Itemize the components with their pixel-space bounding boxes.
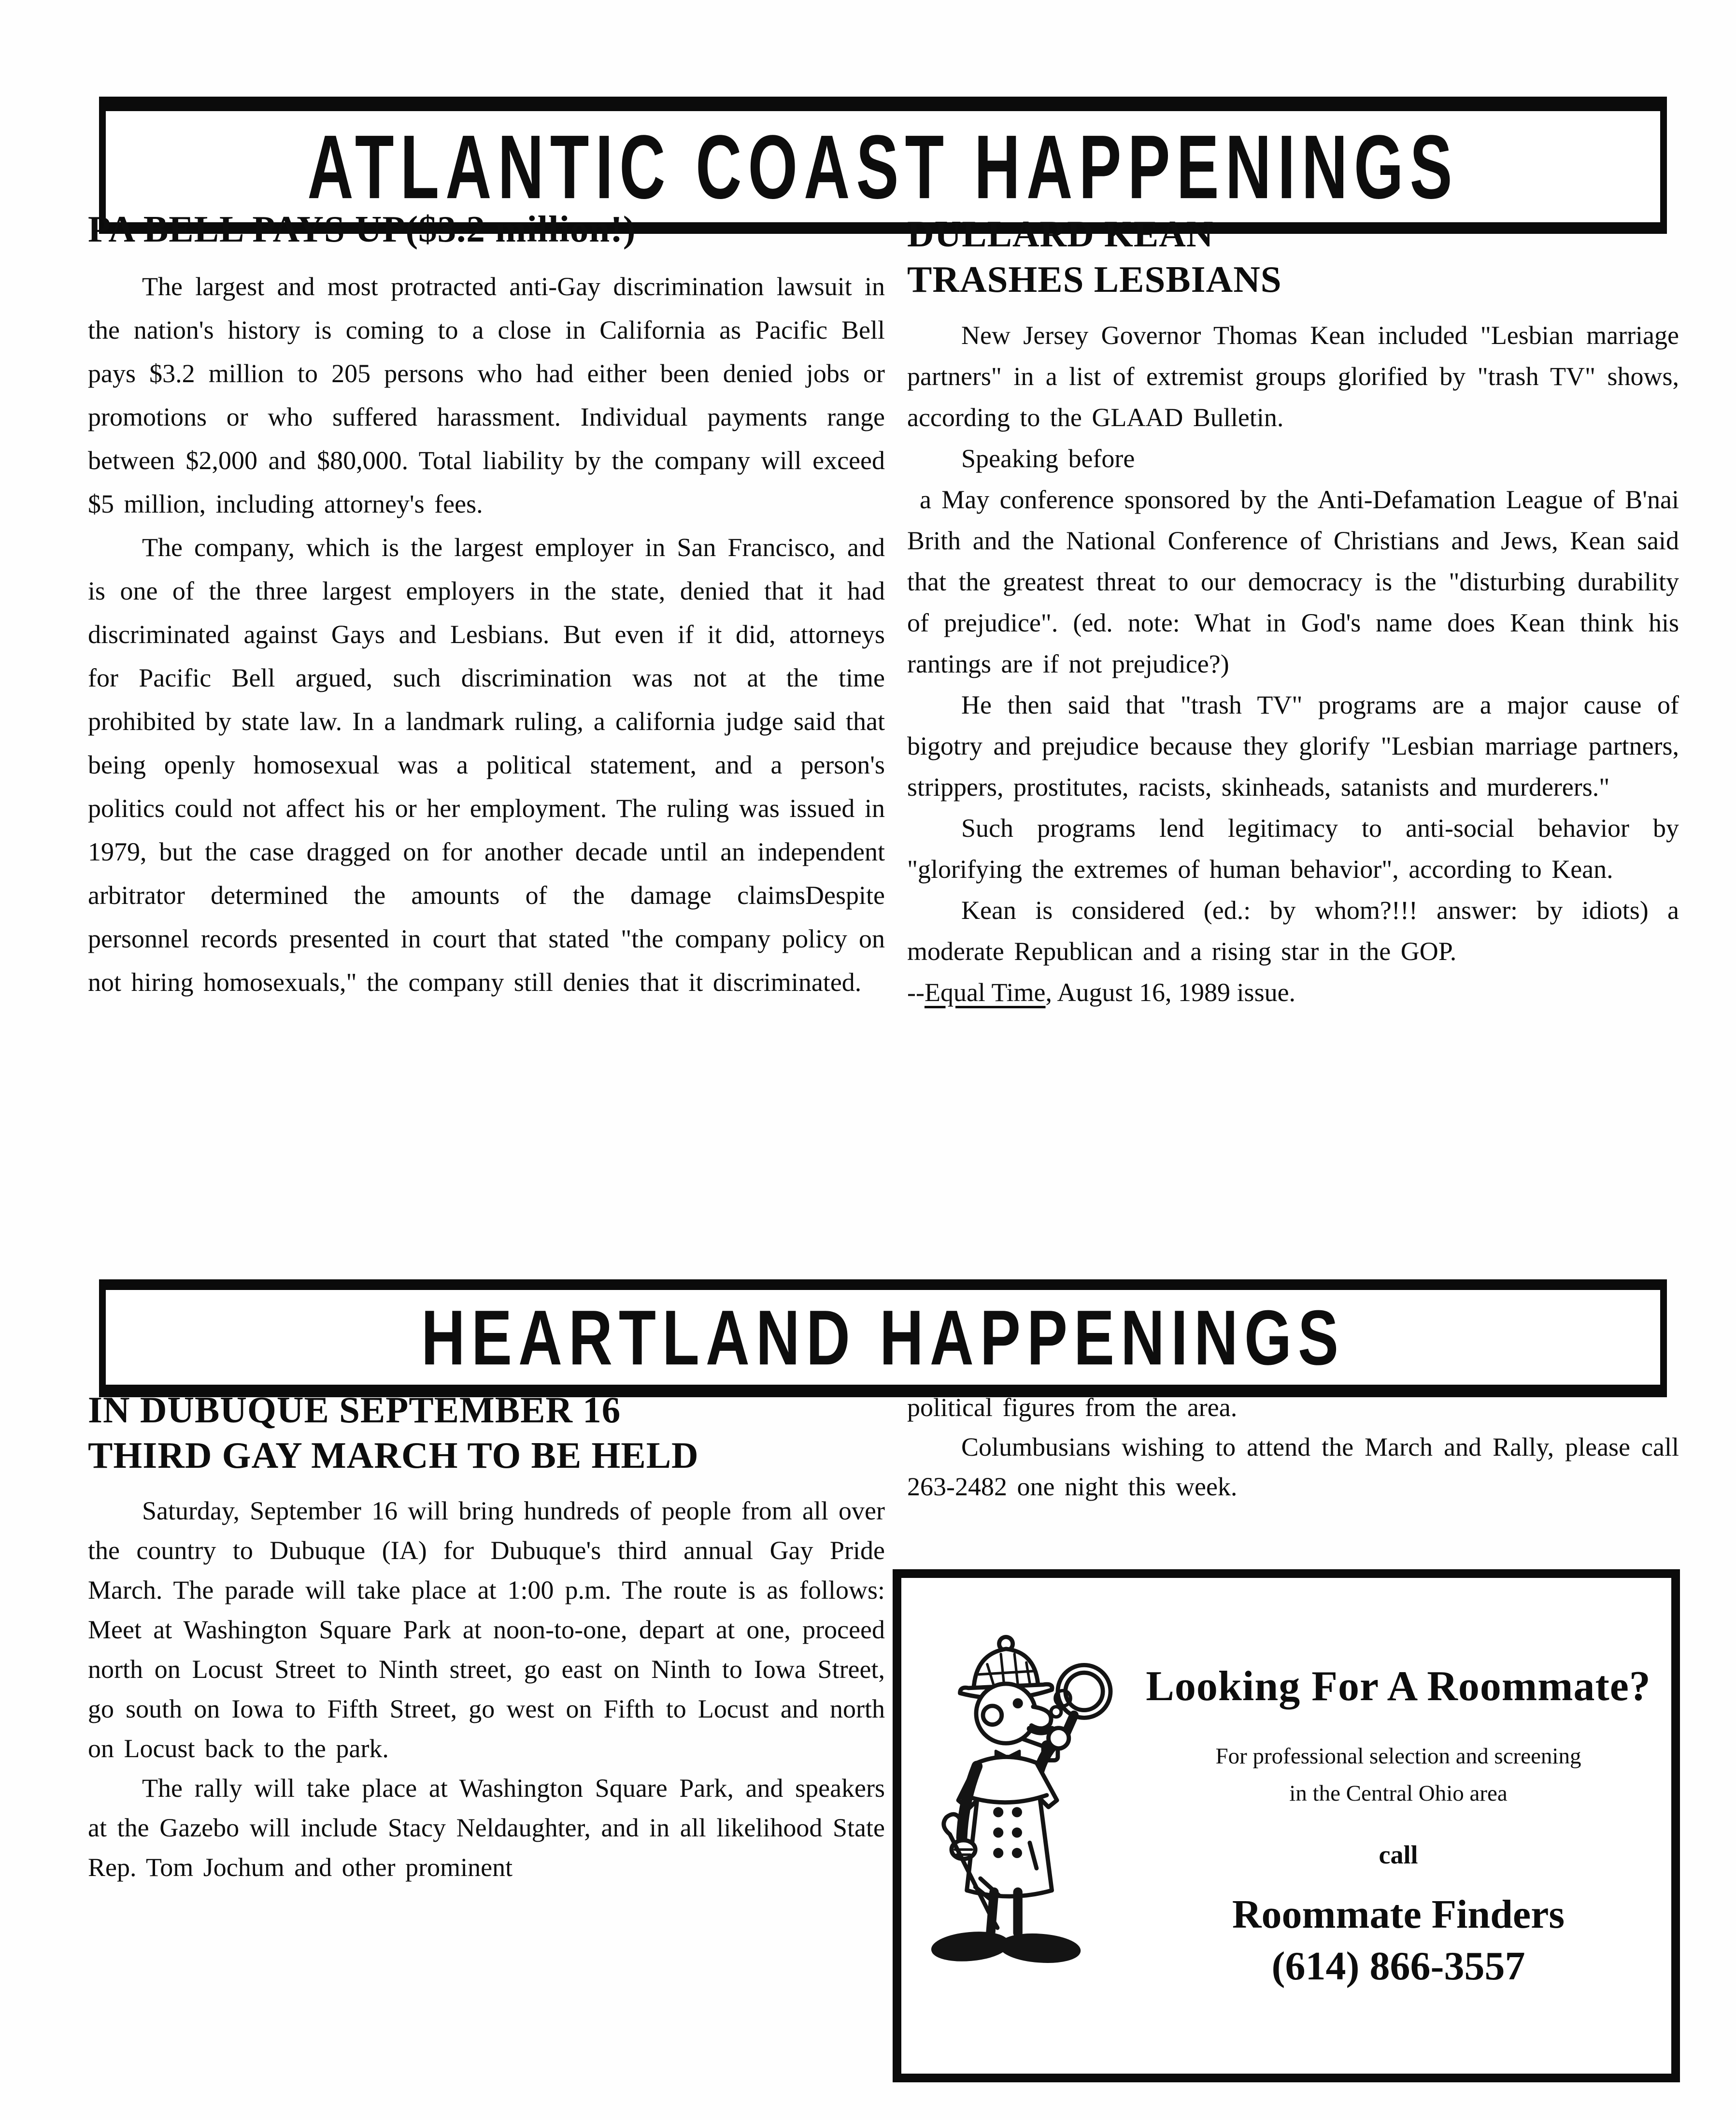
attribution-suffix: , August 16, 1989 issue. bbox=[1045, 977, 1296, 1007]
article-paragraph: Saturday, September 16 will bring hundreds of people from all over the country to Dubuque (IA) for Dubuque's third annual Gay Pride March. The parade will take place at 1:00 p.m. The route is as follows: Meet at Washington Square Park at noon-to-one, depart at one, proceed north on Locust Street to Ninth street, go east on Ninth to Iowa Street, go south on Iowa to Fifth Street, go west on Fifth to Locust and north on Locust back to the park. bbox=[88, 1496, 885, 1763]
ad-copy bbox=[1143, 1578, 1671, 2074]
ad-title: Looking For A Roommate? bbox=[1146, 1663, 1651, 1710]
article-paragraph: He then said that "trash TV" programs are a major cause of bigotry and prejudice because they glorify "Lesbian marriage partners, strippers, prostitutes, racists, skinheads, satanists and murderers." bbox=[907, 690, 1679, 802]
article-title-dubuque bbox=[88, 1388, 885, 1478]
ad-call-label: call bbox=[1379, 1840, 1418, 1869]
article-paragraph: The rally will take place at Washington Square Park, and speakers at the Gazebo will include Stacy Neldaughter, and in all likelihood State Rep. Tom Jochum and other prominent bbox=[88, 1773, 885, 1882]
article-paragraph: Columbusians wishing to attend the March and Rally, please call 263-2482 one night this week. bbox=[907, 1432, 1679, 1501]
ad-company-name: Roommate Finders bbox=[1232, 1891, 1565, 1937]
article-dullard-kean bbox=[907, 212, 1679, 1013]
attribution-prefix: -- bbox=[907, 977, 925, 1007]
article-dubuque-march-continued bbox=[907, 1388, 1679, 1506]
article-paragraph: Speaking before bbox=[961, 444, 1135, 473]
ad-phone-number: (614) 866-3557 bbox=[1271, 1943, 1525, 1989]
title-line-1: IN DUBUQUE SEPTEMBER 16 bbox=[88, 1389, 621, 1431]
article-paragraph: political figures from the area. bbox=[907, 1393, 1238, 1422]
section-header-heartland bbox=[99, 1279, 1667, 1397]
article-paragraph: a May conference sponsored by the Anti-Defamation League of B'nai Brith and the National Conference of Christians and Jews, Kean said that the greatest threat to our democracy is the "disturbing durability of prejudice". (ed. note: What in God's name does Kean think his rantings are if not prejudice?) bbox=[907, 485, 1679, 678]
article-paragraph: Such programs lend legitimacy to anti-social behavior by "glorifying the extremes of human behavior", according to Kean. bbox=[907, 813, 1679, 884]
section-title-heartland: HEARTLAND HAPPENINGS bbox=[421, 1293, 1345, 1381]
article-paragraph: The largest and most protracted anti-Gay discrimination lawsuit in the nation's history is coming to a close in California as Pacific Bell pays $3.2 million to 205 persons who had either been denied jobs or promotions or who suffered harassment. Individual payments range between $2,000 and $80,000. Total liability by the company will exceed $5 million, including attorney's fees. bbox=[88, 272, 885, 518]
shoes bbox=[932, 1931, 1080, 1964]
title-line-2: THIRD GAY MARCH TO BE HELD bbox=[88, 1434, 699, 1476]
ad-illustration bbox=[901, 1578, 1143, 2074]
ad-subtitle bbox=[1215, 1738, 1581, 1811]
title-line-2: TRASHES LESBIANS bbox=[907, 258, 1282, 300]
article-paragraph: Kean is considered (ed.: by whom?!!! answer: by idiots) a moderate Republican and a rising star in the GOP. bbox=[907, 895, 1679, 966]
article-title-dullard-kean bbox=[907, 212, 1679, 302]
article-pa-bell bbox=[88, 207, 885, 1004]
article-paragraph: New Jersey Governor Thomas Kean included "Lesbian marriage partners" in a list of extremist groups glorified by "trash TV" shows, according to the GLAAD Bulletin. bbox=[907, 320, 1679, 432]
attribution-line bbox=[907, 972, 1679, 1013]
title-line-1: DULLARD KEAN bbox=[907, 213, 1214, 255]
detective-cartoon bbox=[916, 1630, 1128, 2021]
article-title-pa-bell: PA BELL PAYS UP($3.2 million!) bbox=[88, 208, 636, 250]
section-title-atlantic: ATLANTIC COAST HAPPENINGS bbox=[307, 116, 1459, 217]
article-dubuque-march bbox=[88, 1388, 885, 1887]
roommate-finders-ad bbox=[893, 1569, 1680, 2082]
attribution-source: Equal Time bbox=[924, 977, 1046, 1007]
article-paragraph: The company, which is the largest employer in San Francisco, and is one of the three largest employers in the state, denied that it had discriminated against Gays and Lesbians. But even if it did, attorneys for Pacific Bell argued, such discrimination was not at the time prohibited by state law. In a landmark ruling, a california judge said that being openly homosexual was a political statement, and a person's politics could not affect his or her employment. The ruling was issued in 1979, but the case dragged on for another decade until an independent arbitrator determined the amounts of the damage claimsDespite personnel records presented in court that stated "the company policy on not hiring homosexuals," the company still denies that it discriminated. bbox=[88, 532, 885, 997]
ad-subtitle-line-1: For professional selection and screening bbox=[1215, 1744, 1581, 1769]
ad-subtitle-line-2: in the Central Ohio area bbox=[1289, 1780, 1508, 1806]
